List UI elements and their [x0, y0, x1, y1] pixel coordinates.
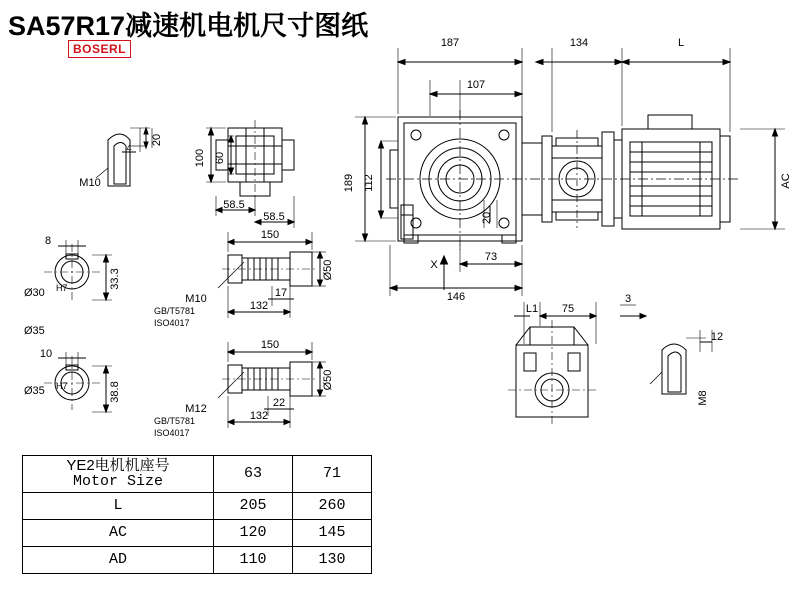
dim-132-a: 132 [249, 300, 269, 312]
table-row [23, 492, 372, 519]
label-std-iso-2: ISO4017 [154, 428, 190, 438]
dim-132-b: 132 [249, 410, 269, 422]
row-ac-col2: 145 [293, 519, 372, 546]
dim-12: 12 [710, 331, 724, 343]
dim-L: L [677, 37, 685, 49]
table-row [23, 519, 372, 546]
dim-3: 3 [624, 293, 632, 305]
label-std-iso-1: ISO4017 [154, 318, 190, 328]
dim-d30: Ø30 [24, 287, 45, 299]
motor-size-table [22, 455, 372, 574]
dim-100: 100 [194, 148, 206, 168]
dim-AC: AC [780, 173, 792, 189]
dim-187: 187 [440, 37, 460, 49]
label-m12-bolt: M12 [185, 403, 207, 415]
dim-58-5-b: 58.5 [263, 211, 285, 223]
row-ad-col1: 110 [214, 546, 293, 573]
dim-shaft-10: 10 [39, 348, 53, 360]
dim-d35-tol: H7 [56, 381, 68, 391]
dim-73: 73 [484, 251, 498, 263]
dim-60: 60 [214, 151, 226, 165]
dim-L1: L1 [525, 303, 539, 315]
dim-150-a: 150 [260, 229, 280, 241]
dim-d50-b: Ø50 [322, 369, 334, 391]
dim-22: 22 [272, 397, 286, 409]
table-header-label-en: Motor Size [72, 472, 163, 490]
page-title: SA57R17减速机电机尺寸图纸 [8, 11, 369, 41]
mark-X: X [430, 259, 438, 271]
dim-146: 146 [446, 291, 466, 303]
label-std-gb-2: GB/T5781 [154, 416, 196, 426]
table-header-col1: 63 [214, 456, 293, 493]
dim-38-8: 38.8 [109, 381, 121, 403]
table-row [23, 546, 372, 573]
table-header-col2: 71 [293, 456, 372, 493]
dim-shaft-8: 8 [44, 235, 52, 247]
brand-logo: BOSERL [68, 40, 131, 58]
table-header-label-cn: YE2电机机座号 [66, 457, 170, 474]
dim-107: 107 [466, 79, 486, 91]
table-header-row [23, 456, 372, 493]
dim-189: 189 [343, 173, 355, 193]
dim-150-b: 150 [260, 339, 280, 351]
label-std-gb-1: GB/T5781 [154, 306, 196, 316]
dim-keyway-20: 20 [151, 133, 163, 147]
dim-58-5-a: 58.5 [223, 199, 245, 211]
row-ac-col1: 120 [214, 519, 293, 546]
dim-keyway-4: 4 [126, 143, 132, 153]
dim-134: 134 [569, 37, 589, 49]
label-m8: M8 [697, 390, 709, 406]
row-label-ac: AC [23, 519, 214, 546]
row-ad-col2: 130 [293, 546, 372, 573]
dim-75: 75 [561, 303, 575, 315]
dim-33-3: 33.3 [109, 268, 121, 290]
row-l-col1: 205 [214, 492, 293, 519]
row-label-l: L [23, 492, 214, 519]
dim-d35: Ø35 [24, 385, 45, 397]
dim-d35-plain: Ø35 [24, 325, 45, 337]
dim-112: 112 [363, 174, 375, 192]
mark-20: 20 [481, 211, 493, 225]
label-m10-bolt: M10 [185, 293, 207, 305]
row-l-col2: 260 [293, 492, 372, 519]
dim-17: 17 [274, 287, 288, 299]
dim-d50-a: Ø50 [322, 259, 334, 281]
dim-d30-tol: H7 [56, 283, 68, 293]
table-header-label [23, 456, 214, 493]
row-label-ad: AD [23, 546, 214, 573]
label-m10-flange: M10 [79, 177, 101, 189]
